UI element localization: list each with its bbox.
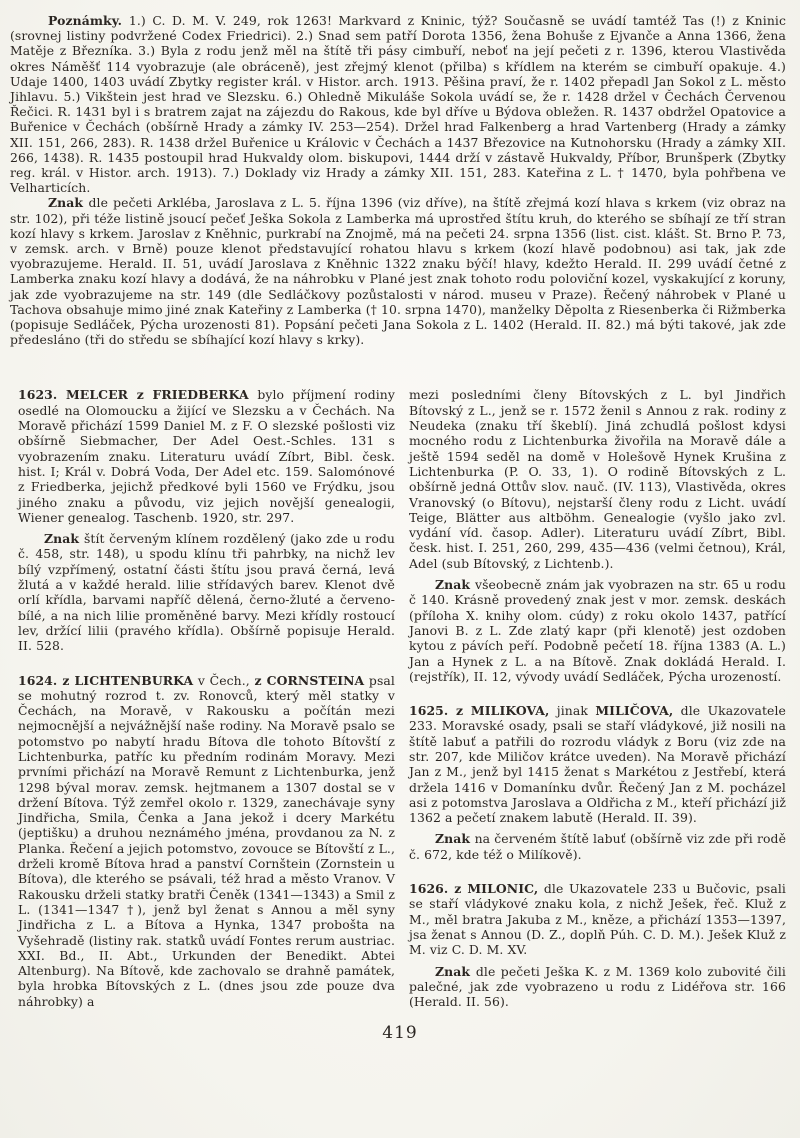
body-text: bylo příjmení rodiny osedlé na Olomoucku a žijící ve Slezsku a v Čechách. Na Moravě přichází 1599 Daniel M. z F. O slezské pošlosti viz obšírně Siebmacher, Der Adel Oest.-Schles. 131 s vyobrazením znaku. Literaturu uvádí Zíbrt, Bibl. česk. hist. I; Král v. Dobrá Voda, Der Adel etc. 159. Salomónové z Friedberka, jejichž předkové byli 1560 ve Frýdku, jsou jiného znaku a původu, viz jejich novější genealogii, Wiener genealog. Taschenb. 1920, str. 297. [18, 387, 395, 525]
entry-1625-milikova [409, 703, 786, 825]
entry-1626-milonic [409, 881, 786, 957]
bold-text: z CORNSTEINA [254, 672, 365, 688]
entry-1624-lichtenburka [18, 673, 395, 1010]
bold-text: MILIČOVA, [595, 703, 674, 719]
entry-1624-continuation [409, 387, 786, 571]
znak-sokol-paragraph [10, 195, 786, 347]
bold-text: Znak [435, 963, 476, 979]
body-text: psal se mohutný rozrod t. zv. Ronovců, který měl statky v Čechách, na Moravě, v Rakousku a počítán mezi nejmocnější a nejvážnější naše rodiny. Na Moravě psalo se potomstvo po nabytí hradu Bítova dle tohoto Bítovští z Lichtenburka, patříc ku předním rodinám Moravy. Mezi prvními přichází na Moravě Remunt z Lichtenburka, jenž 1298 býval morav. zemsk. hejtmanem a 1307 dostal se v držení Bítova. Týž zemřel okolo r. 1329, zanechávaje syny Jindřicha, Smila, Čenka a Jana jekož i dcery Markétu (jeptišku) a druhou neznámého jména, provdanou za N. z Planka. Řečení a jejich potomstvo, zovouce se Bítovští z L., drželi kromě Bítova hrad a panství Cornštein (Zornstein u Bítova), dle kterého se psávali, též hrad a město Vranov. V Rakousku drželi statky bratři Čeněk (1341—1343) a Smil z L. (1341—1347 †), jenž byl ženat s Annou a měl syny Jindřicha z L. a Bítova a Hynka, 1347 probošta na Vyšehradě (listiny rak. statků uvádí Fontes rerum austriac. XXI. Bd., II. Abt., Urkunden der Benedikt. Abtei Altenburg). Na Bítově, kde zachovalo se drahně památek, byla hrobka Bítovských z L. (dnes jsou zde pouze dva náhrobky) a [18, 672, 395, 1009]
left-column [18, 387, 395, 1009]
bold-text: 1626. z MILONIC, [409, 881, 539, 897]
body-text: 1.) C. D. M. V. 249, rok 1263! Markvard z Kninic, týž? Současně se uvádí tamtéž Tas (!) z Kninic (srovnej listiny podvržené Codex Friedrici). 2.) Snad sem patří Dorota 1356, žena Bohuše z Ejvanče a Anna 1366, žena Matěje z Březníka. 3.) Byla z rodu jenž měl na štítě tři pásy cimbuří, neboť na její pečeti z r. 1396, kterou Vlastivěda okres Náměšť 114 vyobrazuje (ale obráceně), jest zřejmý klenot (přilba) s křídlem na kterém se cimbuří opakuje. 4.) Udaje 1400, 1403 uvádí Zbytky register král. v Histor. arch. 1913. Pěšina praví, že r. 1402 přepadl Jan Sokol z L. město Jihlavu. 5.) Vikštein jest hrad ve Slezsku. 6.) Ohledně Mikuláše Sokola uvádí se, že r. 1428 držel v Čechách Červenou Řečici. R. 1431 byl i s bratrem zajat na zájezdu do Rakous, kde byl dříve u Býdova obležen. R. 1437 obdržel Opatovice a Buřenice v Čechách (obšírně Hrady a zámky IV. 253—254). Držel hrad Falkenberg a hrad Vartenberg (Hrady a zámky XII. 151, 266, 283). R. 1438 držel Buřenice u Královic v Čechách a 1437 Březovice na Kutnohorsku (Hrady a zámky XII. 266, 1438). R. 1435 postoupil hrad Hukvaldy olom. biskupovi, 1444 drží v zástavě Hukvaldy, Příbor, Brunšperk (Zbytky reg. král. v Histor. arch. 1913). 7.) Doklady viz Hrady a zámky XII. 151, 283. Kateřina z L. † 1470, byla pohřbena ve Velharticích. [10, 13, 786, 196]
page-number: 419 [382, 1023, 418, 1044]
entry-1623-melcer [18, 387, 395, 525]
notes-section [0, 0, 800, 347]
bold-text: 1623. MELCER z FRIEDBERKA [18, 387, 258, 403]
body-text: všeobecně znám jak vyobrazen na str. 65 u rodu č 140. Krásně provedený znak jest v mor. zemsk. deskách (příloha X. knihy olom. cúdy) z roku okolo 1437, patřící Janovi B. z L. Zde zlatý kapr (při klenotě) jest ozdoben kytou z pávích peří. Podobně pečetí 18. října 1383 (A. L.) Jan a Hynek z L. a na Bítově. Znak dokládá Herald. I. (rejstřík), II. 12, vývody uvádí Sedláček, Pýcha urozeností. [409, 577, 787, 684]
bold-text: 1625. z MILIKOVA, [409, 703, 550, 719]
body-text: dle Ukazovatele 233. Moravské osady, psali se staří vládykové, již nosili na štítě labuť a patřili do rozrodu vládyk z Boru (viz zde na str. 207, kde Miličov krátce uveden). Na Moravě přichází Jan z M., jenž byl 1415 ženat s Markétou z Jestřebí, která držela 1416 v Domanínku dvůr. Řečený Jan z M. pocházel asi z potomstva Jaroslava a Oldřicha z M., kteří přichází již 1362 a pečetí znakem labutě (Herald. II. 39). [409, 703, 786, 826]
body-text: jinak [549, 703, 596, 719]
entry-1625-znak-paragraph [409, 831, 786, 862]
bold-text: Znak [48, 195, 89, 211]
body-text: dle Ukazovatele 233 u Bučovic, psali se staří vládykové znaku kola, z nichž Ješek, řeč. Kluž z M., měl bratra Jakuba z M., kněze, a přichází 1353—1397, jsa ženat s Annou (D. Z., doplň Púh. C. D. M.). Ješek Kluž z M. viz C. D. M. XV. [409, 881, 786, 958]
bold-text: Znak [44, 531, 84, 547]
body-text: dle pečeti Arkléba, Jaroslava z L. 5. října 1396 (viz dříve), na štítě zřejmá kozí hlava s krkem (viz obraz na str. 102), při téže listině jsoucí pečeť Ješka Sokola z Lamberka má uprostřed štítu kruh, do kterého se sbíhají ze tří stran kozí hlavy s krkem. Jaroslav z Kněhnic, purkrabí na Znojmě, má na pečeti 24. srpna 1356 (list. cist. klášt. St. Brno P. 73, v zemsk. arch. v Brně) pouze klenot představující rohatou hlavu s krkem (kozí hlavě podobnou) asi tak, jak zde vyobrazujeme. Herald. II. 51, uvádí Jaroslava z Kněhnic 1322 znaku býčí! hlavy, kdežto Herald. II. 299 uvádí četné z Lamberka znaku kozí hlavy a dodává, že na náhrobku v Plané jest znak tohoto rodu poloviční kozel, vyskakující z koruny, jak zde vyobrazujeme na str. 149 (dle Sedláčkovy pozůstalosti v národ. museu v Praze). Řečený náhrobek v Plané u Tachova obsahuje mimo jiné znak Kateřiny z Lamberka († 10. srpna 1470), manželky Děpolta z Riesenberka či Rižmberka (popisuje Sedláček, Pýcha urozenosti 81). Popsání pečeti Jana Sokola z L. 1402 (Herald. II. 82.) má býti takové, jak zde předesláno (tři do středu se sbíhající kozí hlavy s krky). [10, 195, 786, 348]
entry-1623-znak-paragraph [18, 531, 395, 653]
right-column [409, 387, 786, 1009]
body-text: dle pečeti Ješka K. z M. 1369 kolo zubovité čili palečné, jak zde vyobrazeno u rodu z Lidéřova str. 166 (Herald. II. 56). [409, 963, 786, 1010]
bold-text: Poznámky. [48, 13, 129, 28]
two-column-section [0, 387, 800, 1009]
body-text: v Čech., [193, 672, 255, 688]
page-footer [0, 1023, 800, 1043]
bold-text: 1624. z LICHTENBURKA [18, 672, 194, 688]
body-text: štít červeným klínem rozdělený (jako zde u rodu č. 458, str. 148), u spodu klínu tři pahrbky, na nichž lev bílý vzpřímený, ostatní části štítu jsou pravá černá, levá žlutá a v každé herald. lilie střídavých barev. Klenot dvě orlí křídla, barvami napříč dělená, černo-žluté a červeno-bílé, a na nich lilie proměněné barvy. Mezi křídly rostoucí lev, držící lilii (pravého křídla). Obšírně popisuje Herald. II. 528. [18, 531, 396, 654]
body-text: na červeném štítě labuť (obšírně viz zde při rodě č. 672, kde též o Milíkově). [409, 831, 786, 862]
poznamky-paragraph [10, 13, 786, 195]
body-text: mezi posledními členy Bítovských z L. byl Jindřich Bítovský z L., jenž se r. 1572 ženil s Annou z rak. rodiny z Neudeka (znaku tří škeblí). Jiná zchudlá pošlost kdysi mocného rodu z Lichtenburka živořila na Moravě dále a ještě 1594 seděl na domě v Holešově Hynek Krušina z Lichtenburka (P. O. 33, 1). O rodině Bítovských z L. obšírně jedná Ottův slov. nauč. (IV. 113), Vlastivěda, okres Vranovský (o Bítovu), nejstarší členy rodu z Licht. uvádí Teige, Blätter aus altböhm. Genealogie (vyšlo jako zvl. vydání víd. časop. Adler). Literaturu uvádí Zíbrt, Bibl. česk. hist. I. 251, 260, 299, 435—436 (velmi četnou), Král, Adel (sub Bítovský, z Lichtenb.). [409, 387, 786, 571]
entry-1626-znak-paragraph [409, 964, 786, 1010]
bold-text: Znak [435, 831, 475, 847]
bold-text: Znak [435, 577, 475, 593]
entry-1624-znak-paragraph [409, 577, 786, 684]
